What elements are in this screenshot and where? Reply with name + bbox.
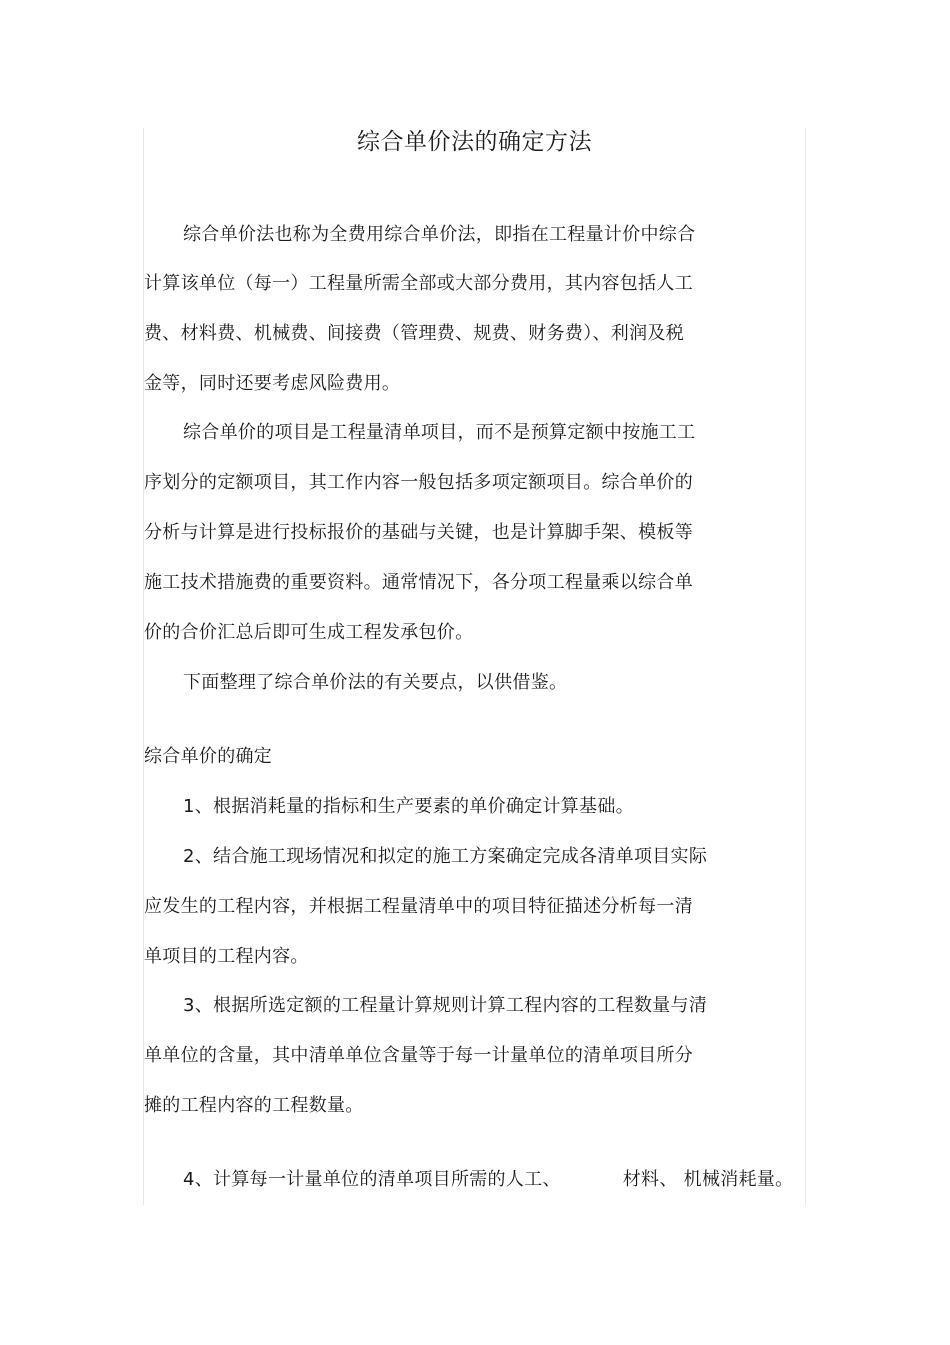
paragraph-1-line-2: 计算该单位（每一）工程量所需全部或大部分费用，其内容包括人工 [144,273,693,294]
item-3-line-2: 单单位的含量，其中清单单位含量等于每一计量单位的清单项目所分 [144,1045,693,1066]
item-1-line-1: 1、根据消耗量的指标和生产要素的单价确定计算基础。 [183,796,634,817]
item-3-line-3: 摊的工程内容的工程数量。 [144,1095,364,1116]
item-2-line-1: 2、结合施工现场情况和拟定的施工方案确定完成各清单项目实际 [183,846,708,867]
paragraph-1-line-3: 费、材料费、机械费、间接费（管理费、规费、财务费）、利润及税 [144,323,684,344]
paragraph-1-line-1: 综合单价法也称为全费用综合单价法，即指在工程量计价中综合 [183,224,696,245]
section-heading: 综合单价的确定 [144,746,273,767]
item-4-line-1 [183,1167,793,1193]
paragraph-2-line-4: 施工技术措施费的重要资料。通常情况下，各分项工程量乘以综合单 [144,572,693,593]
paragraph-3-line-1: 下面整理了综合单价法的有关要点，以供借鉴。 [183,672,568,693]
paragraph-2-line-5: 价的合价汇总后即可生成工程发承包价。 [144,622,474,643]
paragraph-1-line-4: 金等，同时还要考虑风险费用。 [144,373,401,394]
item-4-part-1: 4、计算每一计量单位的清单项目所需的人工、 [183,1169,561,1190]
item-4-part-2: 材料、 机械消耗量。 [622,1169,794,1190]
item-2-line-3: 单项目的工程内容。 [144,946,309,967]
document-title: 综合单价法的确定方法 [357,129,592,155]
item-3-line-1: 3、根据所选定额的工程量计算规则计算工程内容的工程数量与清 [183,995,708,1016]
paragraph-2-line-1: 综合单价的项目是工程量清单项目，而不是预算定额中按施工工 [183,422,696,443]
item-2-line-2: 应发生的工程内容，并根据工程量清单中的项目特征描述分析每一清 [144,896,693,917]
paragraph-2-line-2: 序划分的定额项目，其工作内容一般包括多项定额项目。综合单价的 [144,472,693,493]
paragraph-2-line-3: 分析与计算是进行投标报价的基础与关键，也是计算脚手架、模板等 [144,522,693,543]
